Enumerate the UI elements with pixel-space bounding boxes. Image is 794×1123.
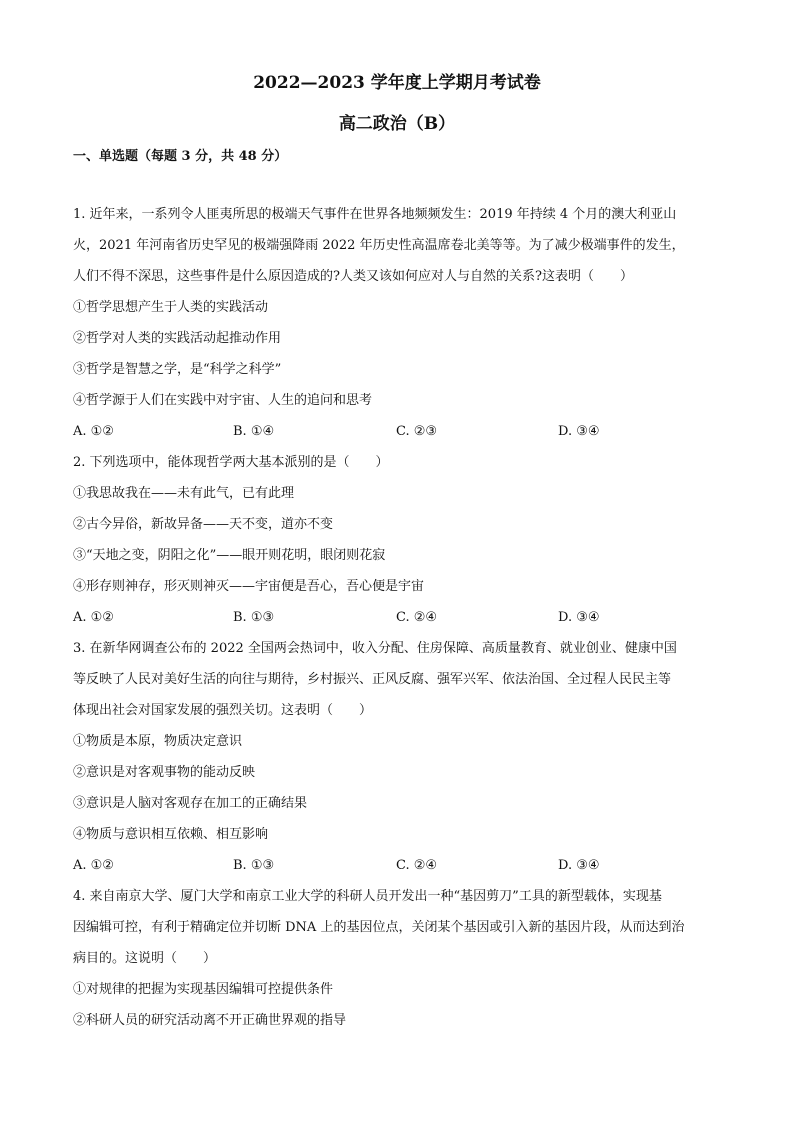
question-2-option-a: A. ①② (73, 610, 114, 625)
question-1-statement-3: ③哲学是智慧之学，是“科学之科学” (73, 362, 282, 377)
question-3-stem-line-1: 3. 在新华网调查公布的 2022 全国两会热词中，收入分配、住房保障、高质量教育、就业创业、健康中国 (73, 641, 677, 656)
question-4-statement-1: ①对规律的把握为实现基因编辑可控提供条件 (73, 982, 334, 997)
exam-title: 2022—2023 学年度上学期月考试卷 (253, 73, 541, 93)
question-1-option-d: D. ③④ (558, 424, 600, 439)
question-1-option-c: C. ②③ (396, 424, 438, 439)
question-3-statement-2: ②意识是对客观事物的能动反映 (73, 765, 256, 780)
question-3-statement-1: ①物质是本原，物质决定意识 (73, 734, 243, 749)
question-4-stem-line-3: 病目的。这说明（ ） (73, 951, 217, 966)
question-1-statement-2: ②哲学对人类的实践活动起推动作用 (73, 331, 282, 346)
question-3-statement-4: ④物质与意识相互依赖、相互影响 (73, 827, 269, 842)
question-3-statement-3: ③意识是人脑对客观存在加工的正确结果 (73, 796, 308, 811)
question-1-stem-line-2: 火，2021 年河南省历史罕见的极端强降雨 2022 年历史性高温席卷北美等等。为了减少极端事件的发生， (73, 238, 685, 253)
question-4-stem-line-2: 因编辑可控，有利于精确定位并切断 DNA 上的基因位点，关闭某个基因或引入新的基因片段，从而达到治 (73, 920, 685, 935)
question-3-option-b: B. ①③ (233, 858, 275, 873)
question-2-option-d: D. ③④ (558, 610, 600, 625)
question-4-statement-2: ②科研人员的研究活动离不开正确世界观的指导 (73, 1013, 347, 1028)
question-1-statement-4: ④哲学源于人们在实践中对宇宙、人生的追问和思考 (73, 393, 373, 408)
question-3-option-d: D. ③④ (558, 858, 600, 873)
question-2-option-b: B. ①③ (233, 610, 275, 625)
question-1-option-a: A. ①② (73, 424, 114, 439)
section-heading: 一、单选题（每题 3 分，共 48 分） (73, 149, 288, 164)
question-2-statement-3: ③“天地之变，阴阳之化”——眼开则花明，眼闭则花寂 (73, 548, 386, 563)
question-1-stem-line-1: 1. 近年来，一系列令人匪夷所思的极端天气事件在世界各地频频发生：2019 年持续 4 个月的澳大利亚山 (73, 207, 677, 222)
question-1-option-b: B. ①④ (233, 424, 275, 439)
question-3-option-c: C. ②④ (396, 858, 438, 873)
question-2-statement-4: ④形存则神存，形灭则神灭——宇宙便是吾心，吾心便是宇宙 (73, 579, 425, 594)
question-3-stem-line-2: 等反映了人民对美好生活的向往与期待，乡村振兴、正风反腐、强军兴军、依法治国、全过程人民民主等 (73, 672, 672, 687)
question-2-stem-line-1: 2. 下列选项中，能体现哲学两大基本派别的是（ ） (73, 455, 389, 470)
question-2-statement-1: ①我思故我在——未有此气，已有此理 (73, 486, 295, 501)
question-3-option-a: A. ①② (73, 858, 114, 873)
question-2-statement-2: ②古今异俗，新故异备——天不变，道亦不变 (73, 517, 334, 532)
question-1-stem-line-3: 人们不得不深思，这些事件是什么原因造成的?人类又该如何应对人与自然的关系?这表明（ ） (73, 269, 633, 284)
question-4-stem-line-1: 4. 来自南京大学、厦门大学和南京工业大学的科研人员开发出一种“基因剪刀”工具的新型载体，实现基 (73, 889, 662, 904)
question-3-stem-line-3: 体现出社会对国家发展的强烈关切。这表明（ ） (73, 703, 373, 718)
exam-subtitle: 高二政治（B） (338, 114, 456, 134)
question-1-statement-1: ①哲学思想产生于人类的实践活动 (73, 300, 269, 315)
question-2-option-c: C. ②④ (396, 610, 438, 625)
